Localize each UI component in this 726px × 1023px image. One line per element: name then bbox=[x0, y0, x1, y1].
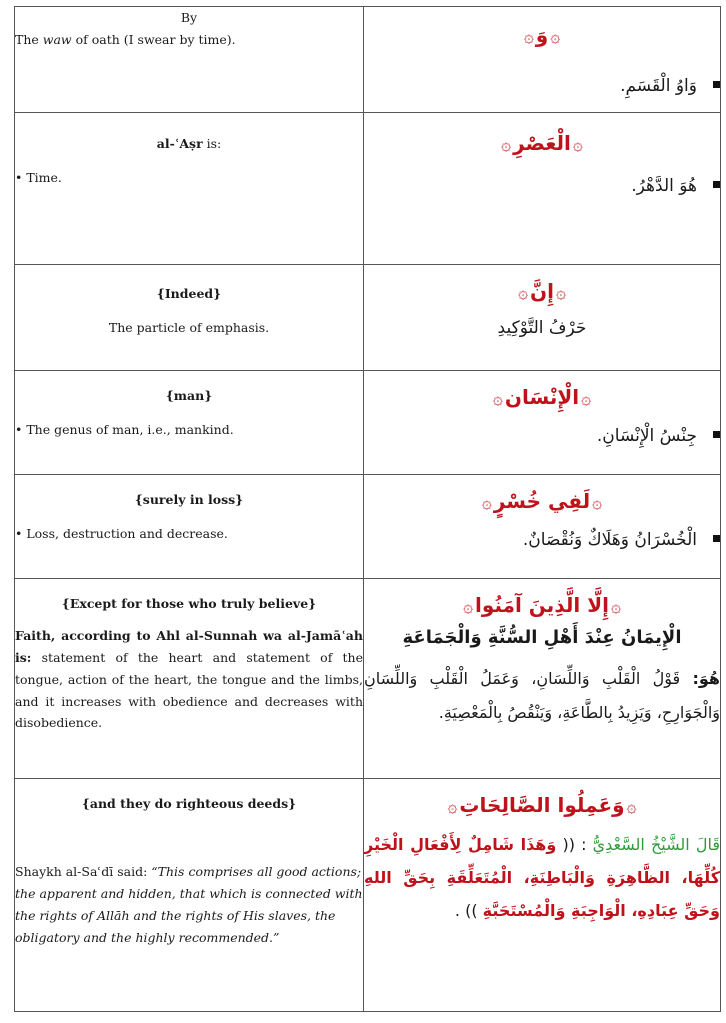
row-explanation: The waw of oath (I swear by time). bbox=[15, 31, 236, 47]
square-bullet-icon bbox=[713, 181, 720, 188]
ornament-icon: ۞ bbox=[581, 389, 592, 409]
ayah-phrase: ۞وَ۞ bbox=[523, 23, 561, 47]
ayah-phrase: ۞إِنَّ۞ bbox=[518, 279, 566, 303]
ayah-phrase: ۞الْعَصْرِ۞ bbox=[501, 131, 583, 155]
arabic-cell bbox=[364, 113, 721, 265]
row-heading: {man} bbox=[165, 388, 213, 403]
table-row bbox=[15, 779, 721, 1012]
row-heading: {Except for those who truly believe} bbox=[61, 596, 317, 611]
ornament-icon: ۞ bbox=[523, 27, 534, 47]
row-explanation: The particle of emphasis. bbox=[108, 319, 270, 335]
table-row bbox=[15, 579, 721, 779]
ornament-icon: ۞ bbox=[518, 283, 529, 303]
table-row bbox=[15, 7, 721, 113]
arabic-cell bbox=[364, 371, 721, 475]
row-heading: al-ʿAṣr is: bbox=[156, 136, 222, 151]
ornament-icon: ۞ bbox=[481, 493, 492, 513]
english-cell bbox=[15, 371, 364, 475]
square-bullet-icon bbox=[713, 81, 720, 88]
row-explanation: Faith, according to Ahl al-Sunnah wa al-Jamāʿah is: statement of the heart and statement of the tongue, action of the heart, the tongue and the limbs, and it increases with obedience and decreases with disobedience. bbox=[15, 627, 363, 731]
ornament-icon: ۞ bbox=[550, 27, 561, 47]
ornament-icon: ۞ bbox=[626, 797, 637, 817]
arabic-subheading: الْإِيمَانُ عِنْدَ أَهْلِ السُّنَّةِ وَالْجَمَاعَةِ bbox=[402, 627, 682, 648]
row-explanation: • The genus of man, i.e., mankind. bbox=[15, 421, 234, 437]
table-row bbox=[15, 371, 721, 475]
arabic-explanation: حَرْفُ التَّوْكِيدِ bbox=[497, 318, 587, 338]
row-heading: {and they do righteous deeds} bbox=[81, 796, 297, 811]
ornament-icon: ۞ bbox=[592, 493, 603, 513]
ayah-phrase: ۞وَعَمِلُوا الصَّالِحَاتِ۞ bbox=[447, 793, 637, 817]
table-row bbox=[15, 113, 721, 265]
english-cell bbox=[15, 113, 364, 265]
ornament-icon: ۞ bbox=[492, 389, 503, 409]
saadi-quote: “This comprises all good actions; the apparent and hidden, that which is connected with the rights of Allāh and the rights of His slaves, the obligatory and the highly recommended.” bbox=[15, 863, 363, 945]
arabic-explanation: هُوَ الدَّهْرُ. bbox=[364, 173, 720, 200]
arabic-cell bbox=[364, 779, 721, 1012]
glossary-table bbox=[14, 6, 721, 1012]
arabic-cell bbox=[364, 475, 721, 579]
ornament-icon: ۞ bbox=[610, 597, 621, 617]
arabic-cell bbox=[364, 265, 721, 371]
ayah-phrase: ۞لَفِي خُسْرٍ۞ bbox=[481, 489, 603, 513]
ayah-phrase: ۞إِلَّا الَّذِينَ آمَنُوا۞ bbox=[463, 593, 621, 617]
table-row bbox=[15, 475, 721, 579]
arabic-explanation: وَاوُ الْقَسَمِ. bbox=[364, 73, 720, 100]
square-bullet-icon bbox=[713, 431, 720, 438]
english-cell bbox=[15, 779, 364, 1012]
faith-definition-lead: Faith, according to Ahl al-Sunnah wa al-Jamāʿah is: bbox=[15, 627, 363, 665]
row-explanation: • Time. bbox=[15, 169, 62, 185]
waw-term: waw bbox=[42, 31, 72, 47]
ayah-phrase: ۞الْإِنْسَان۞ bbox=[492, 385, 592, 409]
english-cell bbox=[15, 265, 364, 371]
english-cell bbox=[15, 579, 364, 779]
arabic-cell bbox=[364, 579, 721, 779]
table-row bbox=[15, 265, 721, 371]
arabic-quote: قَالَ الشَّيْخُ السَّعْدِيُّ : (( وَهَذَا شَامِلٌ لِأَفْعَالِ الْخَيْرِ كُلِّهَا، الظَّاهِرَةِ وَالْبَاطِنَةِ، الْمُتَعَلِّقَةِ بِحَقِّ اللهِ وَحَقِّ عِبَادِهِ، الْوَاجِبَةِ وَالْمُسْتَحَبَّةِ )) . bbox=[364, 835, 720, 920]
square-bullet-icon bbox=[713, 535, 720, 542]
ornament-icon: ۞ bbox=[447, 797, 458, 817]
english-cell bbox=[15, 7, 364, 113]
ornament-icon: ۞ bbox=[501, 135, 512, 155]
ornament-icon: ۞ bbox=[555, 283, 566, 303]
row-heading: {Indeed} bbox=[156, 286, 222, 301]
row-heading: By bbox=[180, 10, 198, 25]
arabic-explanation: الْخُسْرَانُ وَهَلَاكٌ وَنُقْصَانٌ. bbox=[364, 527, 720, 554]
ornament-icon: ۞ bbox=[572, 135, 583, 155]
shaykh-name: قَالَ الشَّيْخُ السَّعْدِيُّ bbox=[592, 835, 720, 854]
row-heading: {surely in loss} bbox=[134, 492, 244, 507]
arabic-cell bbox=[364, 7, 721, 113]
row-explanation: • Loss, destruction and decrease. bbox=[15, 525, 228, 541]
row-explanation: Shaykh al-Saʿdī said: “This comprises all good actions; the apparent and hidden, that which is connected with the rights of Allāh and the rights of His slaves, the obligatory and the highly recommended.” bbox=[15, 863, 363, 945]
quote-text: وَهَذَا شَامِلٌ لِأَفْعَالِ الْخَيْرِ كُلِّهَا، الظَّاهِرَةِ وَالْبَاطِنَةِ، الْمُتَعَلِّقَةِ بِحَقِّ اللهِ وَحَقِّ عِبَادِهِ، الْوَاجِبَةِ وَالْمُسْتَحَبَّةِ bbox=[364, 835, 720, 920]
arabic-explanation: هُوَ: قَوْلُ الْقَلْبِ وَاللِّسَانِ، وَعَمَلُ الْقَلْبِ وَاللِّسَانِ وَالْجَوَارِحِ، وَيَزِيدُ بِالطَّاعَةِ، وَيَنْقُصُ بِالْمَعْصِيَةِ. bbox=[364, 669, 720, 722]
ornament-icon: ۞ bbox=[463, 597, 474, 617]
arabic-explanation: جِنْسُ الْإِنْسَانِ. bbox=[364, 423, 720, 450]
english-cell bbox=[15, 475, 364, 579]
